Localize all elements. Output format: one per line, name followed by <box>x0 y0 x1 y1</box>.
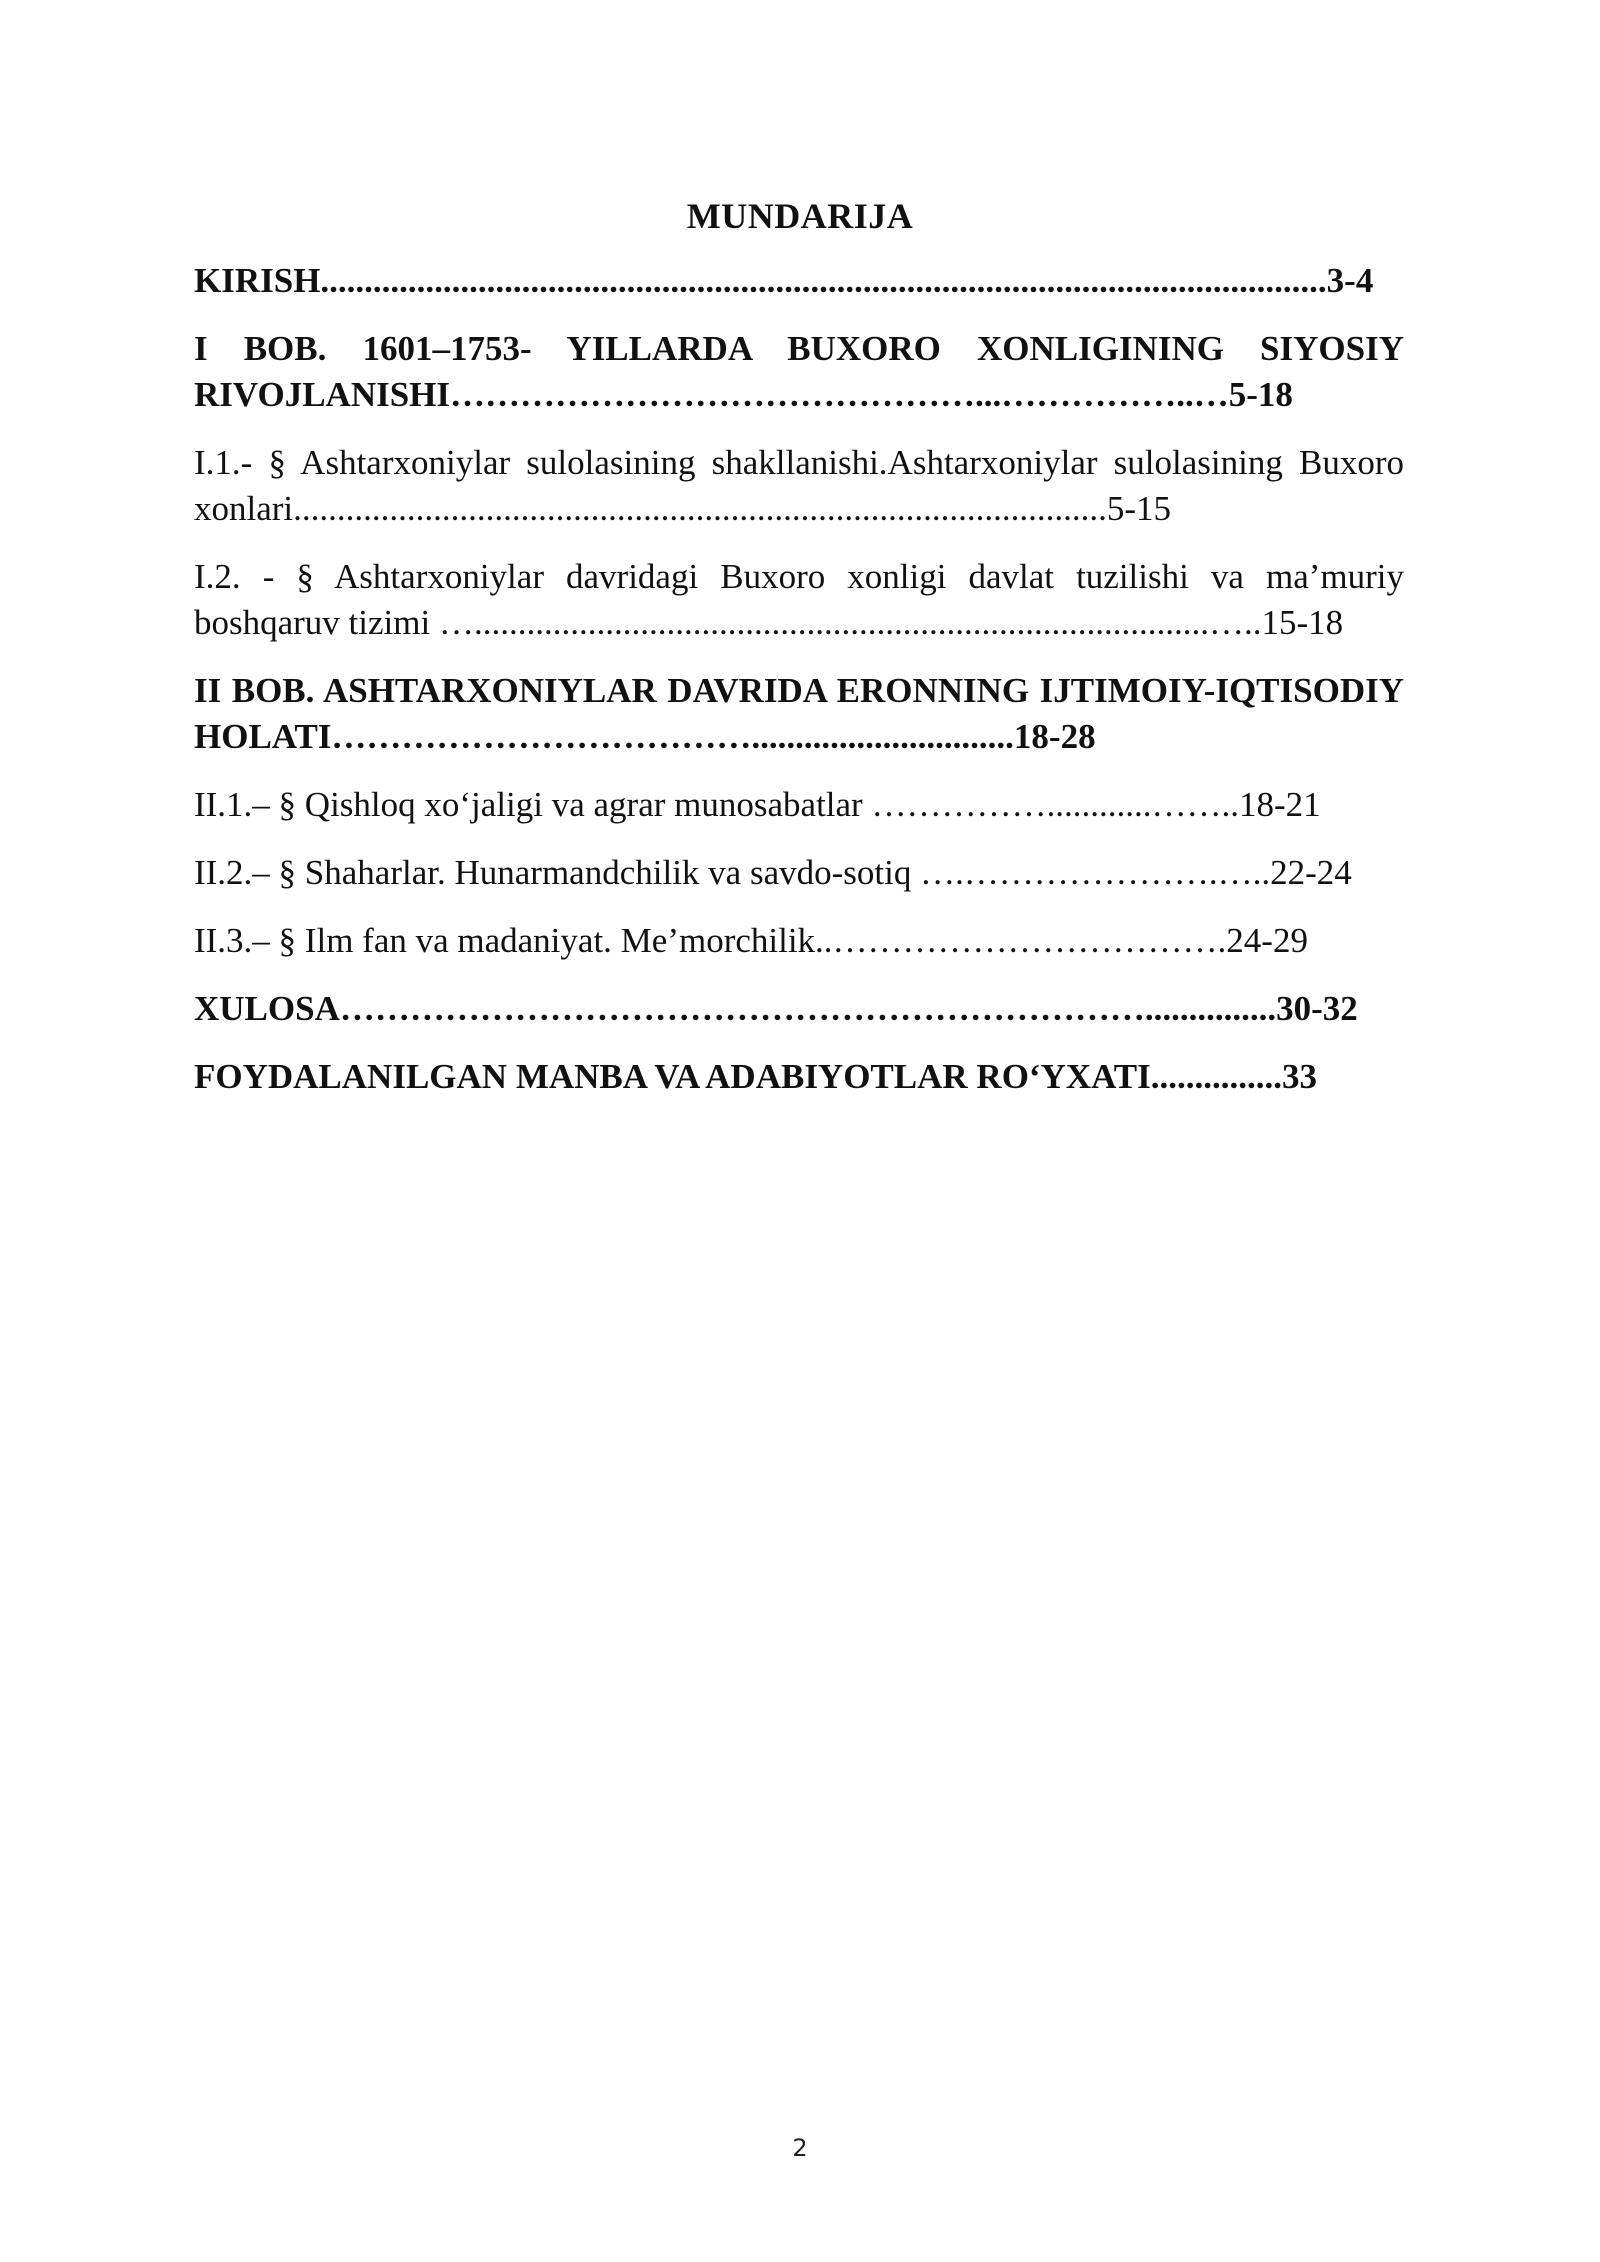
toc-entry-section-2-3: II.3.– § Ilm fan va madaniyat. Me’morchilik..…………………………….24-29 <box>194 921 1308 960</box>
table-of-contents <box>194 258 1404 1122</box>
toc-entry-section-1-2: I.2. - § Ashtarxoniylar davridagi Buxoro xonligi davlat tuzilishi va ma’muriy boshqaruv tizimi …....................................................................................…..15-18 <box>194 557 1404 642</box>
toc-entry-chapter-1: I BOB. 1601–1753- YILLARDA BUXORO XONLIGINING SIYOSIY RIVOJLANISHI………………………………………...……………..…5-18 <box>194 329 1404 414</box>
toc-entry-section-1-1: I.1.- § Ashtarxoniylar sulolasining shakllanishi.Ashtarxoniylar sulolasining Buxoro xonlari.............................................................................................5-15 <box>194 443 1404 528</box>
page-number: 2 <box>792 2134 808 2162</box>
toc-entry-section-2-1: II.1.– § Qishloq xo‘jaligi va agrar munosabatlar ……………............……..18-21 <box>194 785 1321 824</box>
page-title: MUNDARIJA <box>686 196 914 236</box>
toc-entry-kirish: KIRISH...................................................................................................................3-4 <box>194 261 1374 300</box>
toc-entry-references: FOYDALANILGAN MANBA VA ADABIYOTLAR RO‘YXATI...............33 <box>194 1057 1318 1096</box>
toc-entry-section-2-2: II.2.– § Shaharlar. Hunarmandchilik va savdo-sotiq ….………………….…..22-24 <box>194 853 1352 892</box>
toc-entry-chapter-2: II BOB. ASHTARXONIYLAR DAVRIDA ERONNING IJTIMOIY-IQTISODIY HOLATI………………………………..............................18-28 <box>194 671 1404 756</box>
toc-entry-xulosa: XULOSA……………………………………………………………...............30-32 <box>194 989 1358 1028</box>
